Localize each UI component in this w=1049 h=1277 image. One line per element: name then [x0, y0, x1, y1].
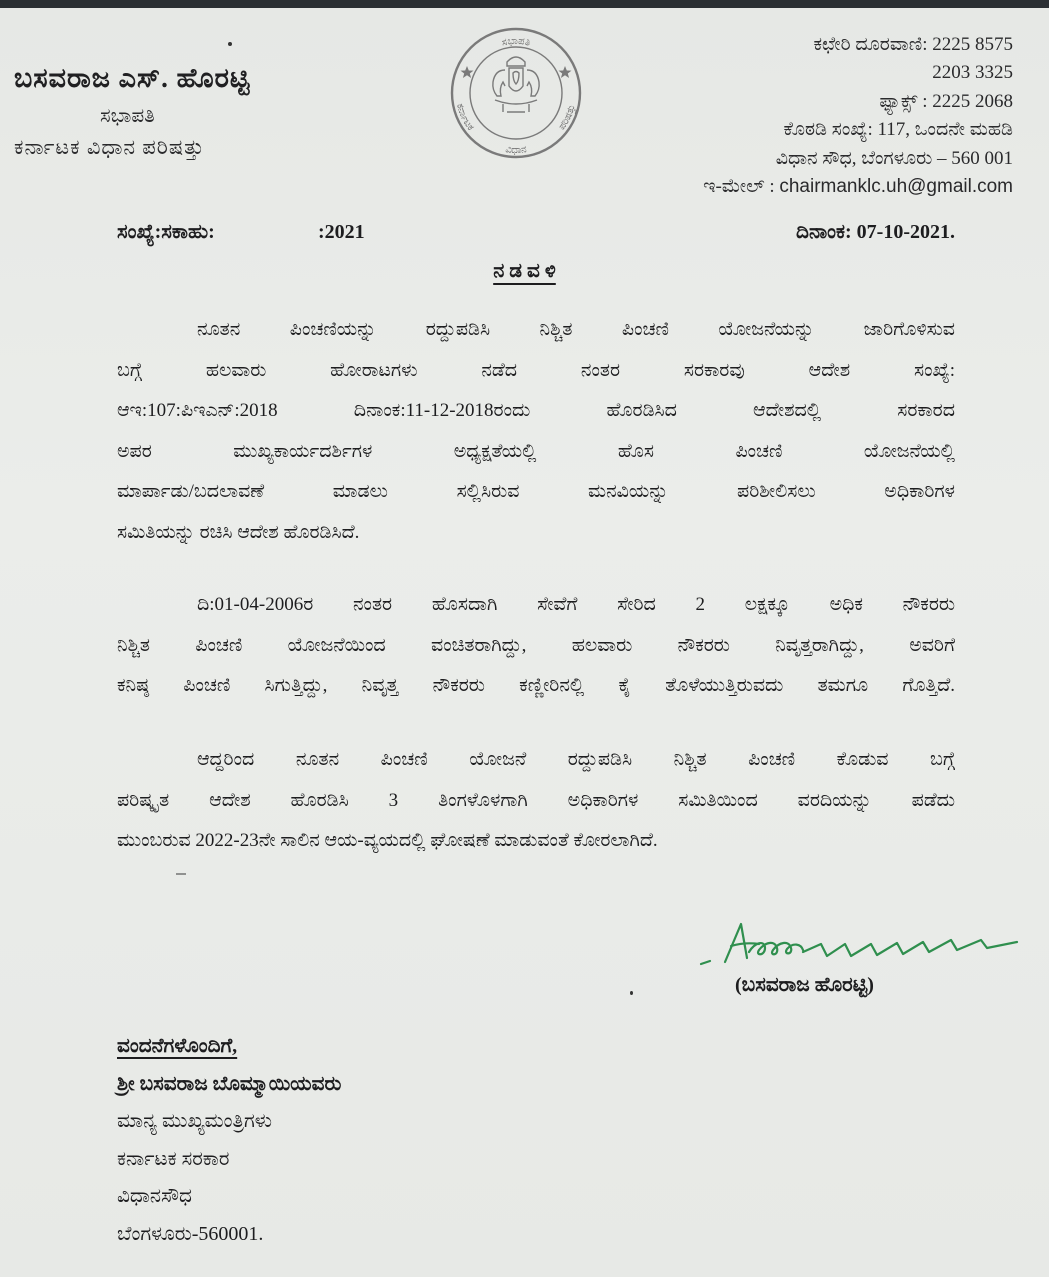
fax-line [703, 88, 1013, 116]
email-address: chairmanklc.uh@gmail.com [779, 176, 1013, 198]
seal-text-top: ಸಭಾಪತಿ [500, 35, 532, 49]
paragraph-line: ಮುಂಬರುವ 2022-23ನೇ ಸಾಲಿನ ಆಯ-ವ್ಯಯದಲ್ಲಿ ಘೋಷಣೆ ಮಾಡುವಂತೆ ಕೋರಲಾಗಿದೆ. [117, 830, 658, 852]
address-line: ವಿಧಾನ ಸೌಧ, ಬೆಂಗಳೂರು – 560 001 [775, 147, 1013, 169]
karnataka-emblem-icon [493, 57, 539, 112]
letterhead-organization: ಕರ್ನಾಟಕ ವಿಧಾನ ಪರಿಷತ್ತು [14, 135, 205, 159]
body-paragraph-1 [117, 310, 955, 554]
office-phone-2: 2203 3325 [932, 62, 1013, 84]
office-phone-label: ಕಛೇರಿ ದೂರವಾಣಿ: [813, 34, 928, 55]
paragraph-line: ನೂತನ ಪಿಂಚಣಿಯನ್ನು ರದ್ದುಪಡಿಸಿ ನಿಶ್ಚಿತ ಪಿಂಚಣಿ ಯೋಜನೆಯನ್ನು ಜಾರಿಗೊಳಿಸುವ [197, 319, 955, 340]
letterhead-designation: ಸಭಾಪತಿ [100, 105, 155, 127]
paragraph-line: ಸಮಿತಿಯನ್ನು ರಚಿಸಿ ಆದೇಶ ಹೊರಡಿಸಿದೆ. [117, 521, 360, 543]
paragraph-line: ಪರಿಷ್ಕೃತ ಆದೇಶ ಹೊರಡಿಸಿ 3 ತಿಂಗಳೊಳಗಾಗಿ ಅಧಿಕಾರಿಗಳ ಸಮಿತಿಯಿಂದ ವರದಿಯನ್ನು ಪಡೆದು [117, 789, 955, 811]
paragraph-line: ಬಗ್ಗೆ ಹಲವಾರು ಹೋರಾಟಗಳು ನಡೆದ ನಂತರ ಸರಕಾರವು ಆದೇಶ ಸಂಖ್ಯೆ: [117, 359, 955, 381]
office-phone-line [703, 31, 1013, 59]
addressee-building: ವಿಧಾನಸೌಧ [117, 1185, 192, 1207]
paragraph-line: ಮಾರ್ಪಾಡು/ಬದಲಾವಣೆ ಮಾಡಲು ಸಲ್ಲಿಸಿರುವ ಮನವಿಯನ್ನು ಪರಿಶೀಲಿಸಲು ಅಧಿಕಾರಿಗಳ [117, 481, 955, 503]
document-title: ನ ಡ ವ ಳಿ [493, 260, 556, 282]
paragraph-line: ನಿಶ್ಚಿತ ಪಿಂಚಣಿ ಯೋಜನೆಯಿಂದ ವಂಚಿತರಾಗಿದ್ದು, ಹಲವಾರು ನೌಕರರು ನಿವೃತ್ತರಾಗಿದ್ದು, ಅವರಿಗೆ [117, 634, 955, 656]
email-label: ಇ-ಮೇಲ್ : [703, 176, 775, 198]
paragraph-line: ದಿ:01-04-2006ರ ನಂತರ ಹೊಸದಾಗಿ ಸೇವೆಗೆ ಸೇರಿದ 2 ಲಕ್ಷಕ್ಕೂ ಅಧಿಕ ನೌಕರರು [197, 594, 955, 615]
fax-label: ಫ್ಯಾಕ್ಸ್ : [879, 90, 928, 112]
room-line: ಕೊಠಡಿ ಸಂಖ್ಯೆ: 117, ಒಂದನೇ ಮಹಡಿ [783, 119, 1013, 141]
addressee-block [117, 1028, 341, 1253]
addressee-name: ಶ್ರೀ ಬಸವರಾಜ ಬೊಮ್ಮಾಯಿಯವರು [117, 1072, 342, 1095]
seal-outer-ring [452, 29, 580, 157]
reference-date: ದಿನಾಂಕ: 07-10-2021. [796, 221, 955, 243]
letterhead-name: ಬಸವರಾಜ ಎಸ್. ಹೊರಟ್ಟಿ [14, 63, 251, 93]
addressee-designation: ಮಾನ್ಯ ಮುಖ್ಯಮಂತ್ರಿಗಳು [117, 1110, 273, 1132]
paragraph-line: ಅಪರ ಮುಖ್ಯಕಾರ್ಯದರ್ಶಿಗಳ ಅಧ್ಯಕ್ಷತೆಯಲ್ಲಿ ಹೊಸ ಪಿಂಚಣಿ ಯೋಜನೆಯಲ್ಲಿ [117, 440, 955, 462]
addressee-city: ಬೆಂಗಳೂರು-560001. [117, 1222, 264, 1245]
office-phone-1: 2225 8575 [932, 34, 1013, 55]
email-line [703, 173, 1013, 201]
signatory-name: (ಬಸವರಾಜ ಹೊರಟ್ಟಿ) [735, 974, 874, 996]
seal-text-left: ಕರ್ನಾಟಕ [454, 102, 476, 133]
reference-number-label: ಸಂಖ್ಯೆ:ಸಕಾಹು: [117, 221, 215, 243]
body-paragraph-2 [117, 585, 955, 707]
body-paragraph-3 [117, 740, 955, 862]
top-band [0, 0, 1049, 8]
seal-inner-ring [470, 47, 562, 139]
ink-speck [228, 42, 232, 46]
seal-text-right: ಪರಿಷತ್ತು [556, 103, 578, 133]
fax-number: 2225 2068 [932, 90, 1013, 112]
paragraph-line: ಆಇ:107:ಪಿಇಎನ್:2018 ದಿನಾಂಕ:11-12-2018ರಂದು ಹೊರಡಿಸಿದ ಆದೇಶದಲ್ಲಿ ಸರಕಾರದ [117, 400, 955, 422]
ink-speck [630, 991, 633, 995]
ink-smudge [176, 873, 186, 875]
handwritten-signature [695, 918, 1025, 973]
official-seal [447, 26, 585, 162]
paragraph-line: ಆದ್ದರಿಂದ ನೂತನ ಪಿಂಚಣಿ ಯೋಜನೆ ರದ್ದುಪಡಿಸಿ ನಿಶ್ಚಿತ ಪಿಂಚಣಿ ಕೊಡುವ ಬಗ್ಗೆ [197, 749, 955, 770]
reference-number: :2021 [318, 221, 365, 243]
paragraph-line: ಕನಿಷ್ಠ ಪಿಂಚಣಿ ಸಿಗುತ್ತಿದ್ದು, ನಿವೃತ್ತ ನೌಕರರು ಕಣ್ಣೀರಿನಲ್ಲಿ ಕೈ ತೊಳೆಯುತ್ತಿರುವದು ತಮಗೂ ಗೊತ್ತಿದೆ. [117, 675, 955, 697]
addressee-organization: ಕರ್ನಾಟಕ ಸರಕಾರ [117, 1147, 230, 1170]
seal-text-bottom: ವಿಧಾನ [504, 144, 528, 157]
contact-block [703, 31, 1013, 201]
salutation: ವಂದನೆಗಳೊಂದಿಗೆ, [117, 1035, 238, 1057]
